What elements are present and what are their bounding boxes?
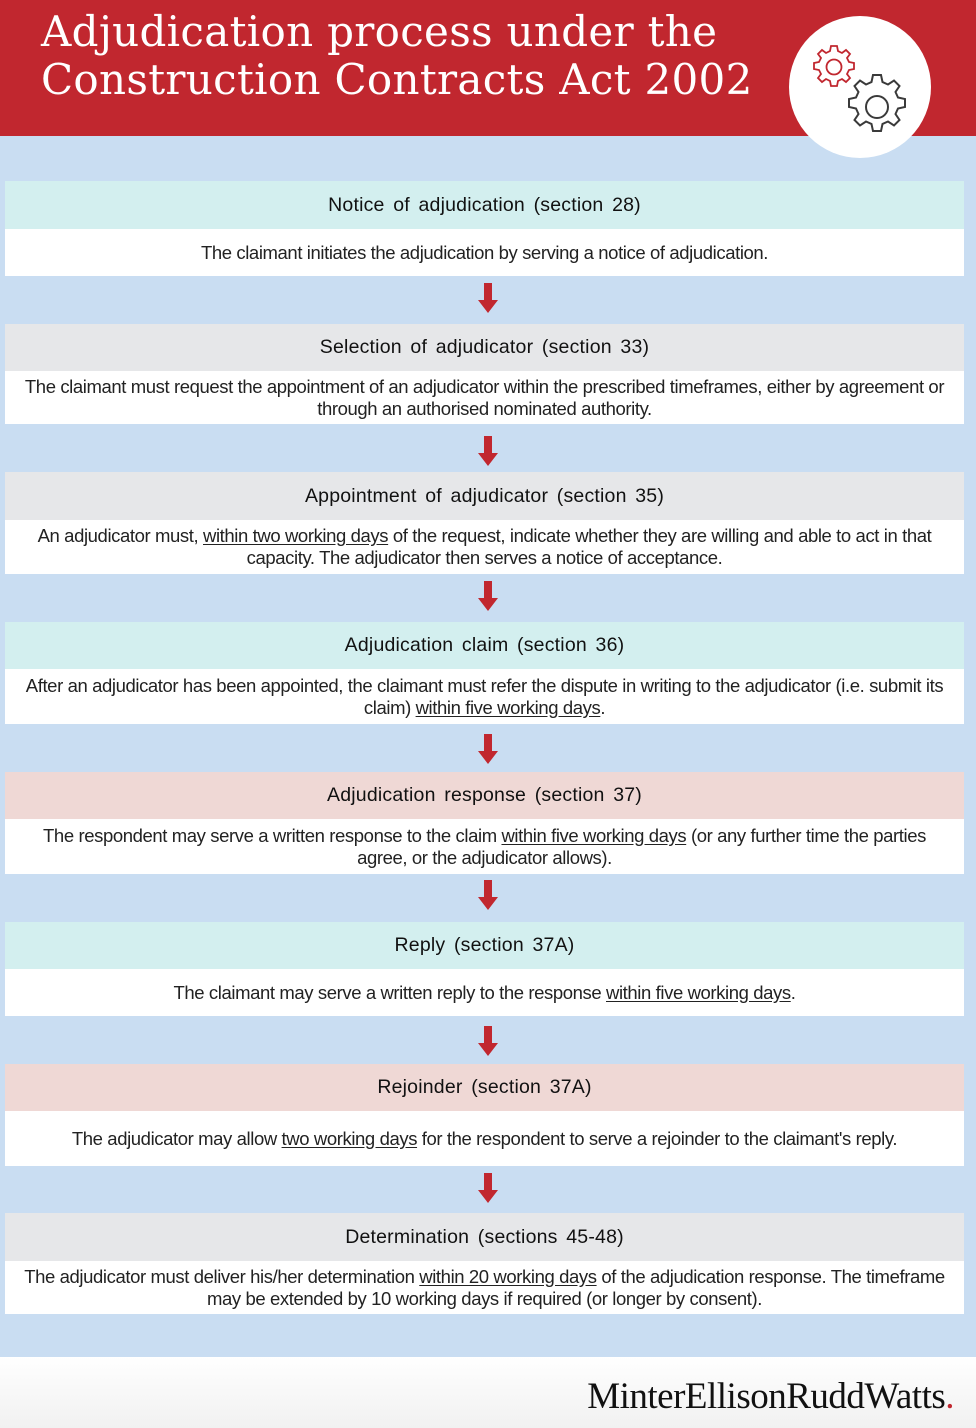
page-title (41, 8, 753, 104)
step-title: Selection of adjudicator (section 33) (5, 324, 964, 371)
step-title: Rejoinder (section 37A) (5, 1064, 964, 1111)
title-line-2: Construction Contracts Act 2002 (41, 55, 753, 104)
step-title: Notice of adjudication (section 28) (5, 181, 964, 229)
down-arrow-icon (478, 1026, 498, 1056)
step-reply (5, 922, 964, 1016)
down-arrow-icon (478, 880, 498, 910)
step-description: The adjudicator must deliver his/her determination within 20 working days of the adjudication response. The timeframe may be extended by 10 working days if required (or longer by consent). (5, 1261, 964, 1314)
step-title: Appointment of adjudicator (section 35) (5, 472, 964, 520)
step-title: Reply (section 37A) (5, 922, 964, 969)
step-selection-of-adjudicator (5, 324, 964, 424)
brand-name: MinterEllisonRuddWatts (587, 1376, 946, 1417)
deadline-highlight: within five working days (415, 696, 601, 718)
step-title: Adjudication response (section 37) (5, 772, 964, 819)
step-description: The claimant initiates the adjudication by serving a notice of adjudication. (5, 229, 964, 276)
step-adjudication-response (5, 772, 964, 874)
step-appointment-of-adjudicator (5, 472, 964, 574)
step-description: After an adjudicator has been appointed, the claimant must refer the dispute in writing to the adjudicator (i.e. submit its claim) within five working days. (5, 669, 964, 724)
brand-logo (587, 1375, 954, 1418)
deadline-highlight: two working days (281, 1127, 418, 1149)
down-arrow-icon (478, 581, 498, 611)
step-adjudication-claim (5, 622, 964, 724)
step-rejoinder (5, 1064, 964, 1166)
brand-dot: . (945, 1376, 954, 1417)
down-arrow-icon (478, 1173, 498, 1203)
deadline-highlight: within two working days (203, 525, 389, 546)
step-description: The respondent may serve a written response to the claim within five working days (or any further time the parties agree, or the adjudicator allows). (5, 819, 964, 874)
step-notice-of-adjudication (5, 181, 964, 276)
step-determination (5, 1213, 964, 1314)
deadline-highlight: within five working days (606, 981, 791, 1003)
step-title: Adjudication claim (section 36) (5, 622, 964, 669)
step-description: The claimant may serve a written reply to the response within five working days. (5, 969, 964, 1016)
deadline-highlight: within 20 working days (419, 1265, 597, 1287)
large-gear-icon (841, 71, 913, 143)
gears-badge (789, 16, 931, 158)
down-arrow-icon (478, 436, 498, 466)
step-description: The claimant must request the appointment of an adjudicator within the prescribed timeframes, either by agreement or through an authorised nominated authority. (5, 371, 964, 424)
step-description: The adjudicator may allow two working days for the respondent to serve a rejoinder to the claimant's reply. (5, 1111, 964, 1166)
down-arrow-icon (478, 734, 498, 764)
title-line-1: Adjudication process under the (41, 7, 718, 56)
step-description: An adjudicator must, within two working days of the request, indicate whether they are willing and able to act in that capacity. The adjudicator then serves a notice of acceptance. (5, 520, 964, 574)
deadline-highlight: within five working days (501, 824, 687, 846)
footer (0, 1357, 976, 1428)
down-arrow-icon (478, 283, 498, 313)
step-title: Determination (sections 45-48) (5, 1213, 964, 1261)
